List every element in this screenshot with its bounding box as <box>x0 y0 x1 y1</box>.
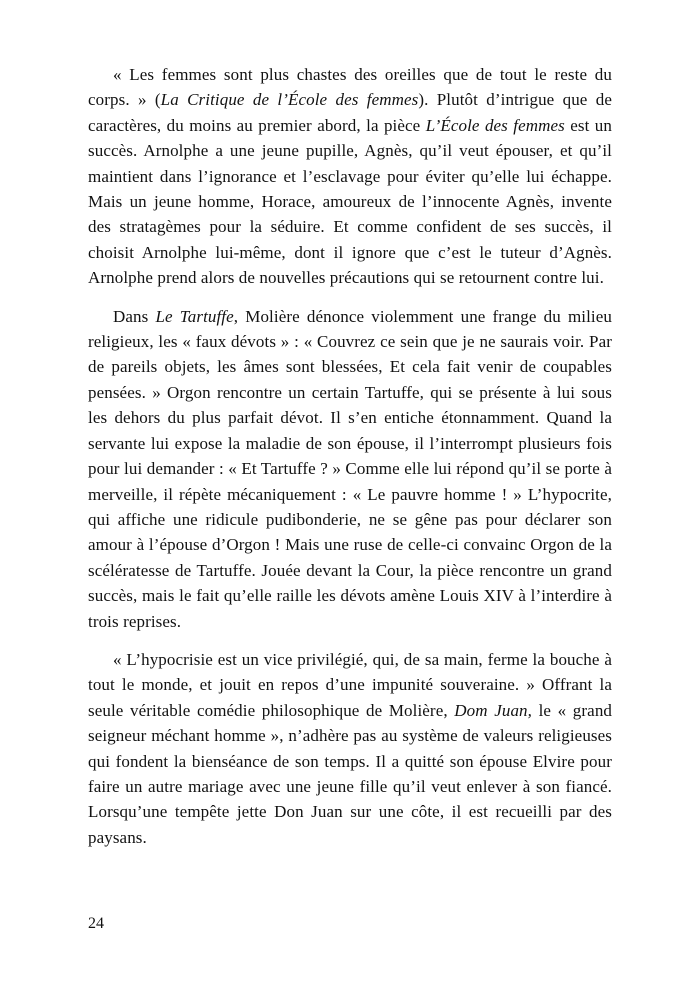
body-text: , Molière dénonce violemment une frange du milieu religieux, les « faux dévots » : « Couvrez ce sein que je ne saurais voir. Par de pareils objets, les âmes sont blessées, Et cela fait venir de coupables pensées. » Orgon rencontre un certain Tartuffe, qui se présente à lui sous les dehors du plus parfait dévot. Il s’en entiche étonnamment. Quand la servante lui expose la maladie de son épouse, il l’interrompt plusieurs fois pour lui demander : « Et Tartuffe ? » Comme elle lui répond qu’il se porte à merveille, il répète mécaniquement : « Le pauvre homme ! » L’hypocrite, qui affiche une ridicule pudibonderie, ne se gêne pas pour déclarer son amour à l’épouse d’Orgon ! Mais une ruse de celle-ci convainc Orgon de la scélératesse de Tartuffe. Jouée devant la Cour, la pièce rencontre un grand succès, mais le fait qu’elle raille les dévots amène Louis XIV à l’interdire à trois reprises. <box>88 306 612 631</box>
work-title-italic: La Critique de l’École des femmes <box>160 90 419 110</box>
work-title-italic: Le Tartuffe <box>155 306 234 326</box>
paragraph-3 <box>88 647 612 850</box>
body-text: ). Plutôt d’intrigue que de caractères, du moins au premier abord, la pièce <box>88 90 613 135</box>
work-title-italic: L’École des femmes <box>425 115 565 135</box>
body-text: « L’hypocrisie est un vice privilégié, qui, de sa main, ferme la bouche à tout le monde, et jouit en repos d’une impunité souveraine. » Offrant la seule véritable comédie philosophique de Molière, <box>88 649 612 720</box>
page-text-block <box>88 62 612 850</box>
body-text: est un succès. Arnolphe a une jeune pupille, Agnès, qu’il veut épouser, et qu’il maintient dans l’ignorance et l’esclavage pour éviter qu’elle lui échappe. Mais un jeune homme, Horace, amoureux de l’innocente Agnès, invente des stratagèmes pour la séduire. Et comme confident de ses succès, il choisit Arnolphe lui-même, dont il ignore que c’est le tuteur d’Agnès. Arnolphe prend alors de nouvelles précautions qui se retournent contre lui. <box>88 115 612 288</box>
paragraph-2 <box>88 304 612 634</box>
body-text: le « grand seigneur méchant homme », n’adhère pas au système de valeurs religieuses qui fondent la bienséance de son temps. Il a quitté son épouse Elvire pour faire un autre mariage avec une jeune fille qu’il veut enlever à son fiancé. Lorsqu’une tempête jette Don Juan sur une côte, il est recueilli par des paysans. <box>88 700 613 847</box>
paragraph-1 <box>88 62 612 291</box>
body-text: Dans <box>113 306 156 326</box>
body-text: « Les femmes sont plus chastes des oreilles que de tout le reste du corps. » ( <box>88 65 612 110</box>
page-number: 24 <box>88 915 104 932</box>
work-title-italic: Dom Juan, <box>454 700 533 720</box>
